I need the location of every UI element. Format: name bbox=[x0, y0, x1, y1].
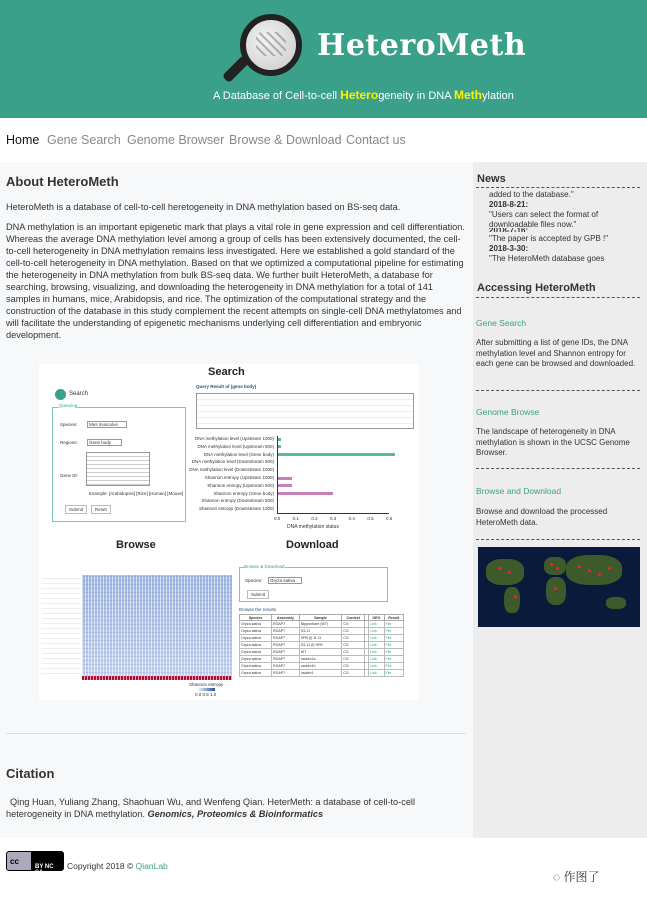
regions-label: Regions: bbox=[60, 440, 78, 445]
dl-table-cell[interactable]: Link bbox=[369, 635, 384, 642]
dl-table-cell: RGAP7 bbox=[271, 656, 299, 663]
dl-table-cell[interactable]: Link bbox=[369, 663, 384, 670]
bar-label: Shannon entropy (Upstream 1000) bbox=[204, 475, 274, 480]
nav-browse-download[interactable]: Browse & Download bbox=[229, 133, 342, 147]
citation-heading: Citation bbox=[6, 766, 55, 781]
copyright: Copyright 2018 © QianLab bbox=[67, 861, 168, 871]
bar-axis bbox=[277, 436, 389, 514]
browse-download-box-label: Browse & Download bbox=[244, 564, 285, 569]
bar-tick: 0.4 bbox=[348, 516, 355, 521]
dl-table-row bbox=[240, 656, 404, 663]
sidebar-browse-download-link[interactable]: Browse and Download bbox=[476, 486, 562, 496]
overview-figure bbox=[39, 364, 418, 700]
bar-tick: 0.3 bbox=[330, 516, 337, 521]
browse-heatmap bbox=[82, 575, 232, 677]
dl-table-cell: RGAP7 bbox=[271, 670, 299, 677]
dl-table-cell: CG bbox=[342, 663, 365, 670]
bar-label: DNA methylation level (Upstream 1000) bbox=[194, 436, 274, 441]
dl-table-cell[interactable]: File bbox=[384, 656, 403, 663]
dl-table-cell: RGAP7 bbox=[271, 621, 299, 628]
geneid-textarea[interactable] bbox=[86, 452, 150, 486]
dl-table-cell: Oryza sativa bbox=[240, 628, 272, 635]
figure-browse-title: Browse bbox=[116, 539, 156, 551]
dl-table-row bbox=[240, 663, 404, 670]
dl-table-cell: RGAP7 bbox=[271, 642, 299, 649]
dl-table-row bbox=[240, 628, 404, 635]
entropy-scale-ticks: 0.0 0.5 1.0 bbox=[195, 692, 217, 697]
dl-table-cell: WT bbox=[299, 649, 342, 656]
dl-table-cell: RGAP7 bbox=[271, 663, 299, 670]
example-text: Example: [Arabidopsis] [Rice] [Human] [Mouse] bbox=[89, 491, 184, 496]
logo-magnifier-icon bbox=[240, 14, 302, 76]
dl-table-header: Assembly bbox=[271, 615, 299, 621]
dl-table-cell[interactable]: File bbox=[384, 642, 403, 649]
dl-submit-button[interactable]: Submit bbox=[247, 590, 269, 599]
query-result-table bbox=[196, 393, 414, 429]
cc-license-badge[interactable]: cc BY NC SA bbox=[6, 851, 64, 871]
methylation-bar-chart bbox=[165, 436, 415, 526]
dl-table-row bbox=[240, 635, 404, 642]
bar-tick: 0.6 bbox=[386, 516, 393, 521]
bar-label: DNA methylation level (Gene body) bbox=[203, 451, 274, 457]
sidebar-browse-download-text: Browse and download the processed HeteroMeth data. bbox=[476, 507, 608, 527]
dl-table-cell: CG bbox=[342, 628, 365, 635]
figure-download-title: Download bbox=[286, 539, 339, 551]
dl-table-header: Species bbox=[240, 615, 272, 621]
dl-table-cell: CG bbox=[342, 656, 365, 663]
dl-table-cell: Oryza sativa bbox=[240, 635, 272, 642]
citation-text: Qing Huan, Yuliang Zhang, Shaohuan Wu, and Wenfeng Qian. HeterMeth: a database of cell-to-cell heterogeneity in DNA methylation. Genomics, Proteomics & Bioinformatics bbox=[6, 797, 416, 819]
world-map-image[interactable] bbox=[478, 547, 640, 627]
sidebar-gene-search-text: After submitting a list of gene IDs, the DNA methylation level and Shannon entropy for each gene can be browsed and downloaded. bbox=[476, 338, 636, 368]
dl-table-cell: RGAP7 bbox=[271, 649, 299, 656]
dl-table-cell[interactable]: File bbox=[384, 621, 403, 628]
nav-gene-search[interactable]: Gene Search bbox=[47, 133, 121, 147]
about-intro: HeteroMeth is a database of cell-to-cell heretogeneity in DNA methylation based on BS-seq data. bbox=[6, 202, 401, 212]
dl-table-header: GEO bbox=[369, 615, 384, 621]
dl-table-cell: CG bbox=[342, 621, 365, 628]
entropy-scale-bar bbox=[197, 688, 215, 691]
dl-table-cell[interactable]: File bbox=[384, 635, 403, 642]
dl-table-cell: Oryza sativa bbox=[240, 663, 272, 670]
nav-genome-browser[interactable]: Genome Browser bbox=[127, 133, 225, 147]
bar-axis-label: DNA methylation status bbox=[287, 524, 339, 530]
dl-table-cell: CG bbox=[342, 642, 365, 649]
bar-tick: 0.1 bbox=[292, 516, 299, 521]
dl-table-cell[interactable]: Link bbox=[369, 621, 384, 628]
sidebar-gene-search-link[interactable]: Gene Search bbox=[476, 318, 527, 328]
news-divider bbox=[476, 187, 640, 188]
site-tagline: A Database of Cell-to-cell Heterogeneity in DNA Methylation bbox=[213, 88, 514, 102]
shannon-entropy-label: Shannon entropy bbox=[189, 682, 224, 687]
dl-species-label: Species: bbox=[245, 578, 263, 583]
geneid-label: Gene ID: bbox=[60, 473, 79, 478]
nav-contact-us[interactable]: Contact us bbox=[346, 133, 406, 147]
dl-table-cell: S3-11 bbox=[299, 628, 342, 635]
dl-table-cell: S3-11 (f) HPE bbox=[299, 642, 342, 649]
bar-label: Shannon entropy (Downstream 500) bbox=[201, 498, 274, 504]
figure-search-label: Search bbox=[69, 391, 89, 397]
bar-label: Shannon entropy (Upstream 500) bbox=[207, 482, 274, 488]
site-title: HeteroMeth bbox=[317, 28, 527, 63]
querying-label: Querying bbox=[59, 403, 78, 408]
figure-reset-button[interactable]: Reset bbox=[91, 505, 111, 514]
nav-home[interactable]: Home bbox=[6, 133, 40, 147]
bar-label: DNA methylation level (Upstream 500) bbox=[197, 443, 274, 449]
dl-table-cell: SPB (f) 3r 11 bbox=[299, 635, 342, 642]
dl-table-cell[interactable]: Link bbox=[369, 642, 384, 649]
dl-table-cell: CG bbox=[342, 670, 365, 677]
dl-table-cell: Oryza sativa bbox=[240, 656, 272, 663]
site-footer bbox=[0, 838, 647, 904]
about-heading: About HeteroMeth bbox=[6, 174, 119, 189]
search-icon bbox=[55, 389, 66, 400]
qianlab-link[interactable]: QianLab bbox=[135, 861, 168, 871]
download-table bbox=[239, 614, 404, 677]
query-result-title: Query Result of (gene body) bbox=[196, 384, 257, 389]
figure-submit-button[interactable]: Submit bbox=[65, 505, 87, 514]
sidebar-divider-3 bbox=[476, 539, 640, 540]
sidebar-divider-1 bbox=[476, 390, 640, 391]
dl-table-row bbox=[240, 642, 404, 649]
dl-table-cell: RGAP7 bbox=[271, 635, 299, 642]
dl-table-cell: RGAP7 bbox=[271, 628, 299, 635]
dl-table-cell[interactable]: Link bbox=[369, 649, 384, 656]
bar-tick: 0.5 bbox=[367, 516, 374, 521]
site-header bbox=[0, 0, 647, 118]
dl-table-cell[interactable]: File bbox=[384, 628, 403, 635]
dl-table-header: Sample bbox=[299, 615, 342, 621]
dl-table-cell: Oryza sativa bbox=[240, 670, 272, 677]
heatmap-entropy-track bbox=[82, 676, 232, 680]
dl-table-cell: Nipponbare (WT) bbox=[299, 621, 342, 628]
regions-select[interactable]: Gene body bbox=[87, 439, 122, 446]
sidebar-divider-2 bbox=[476, 468, 640, 469]
sidebar-genome-browse-link[interactable]: Genome Browse bbox=[476, 407, 540, 417]
bar-label: DNA methylation level (Downstream 1000) bbox=[189, 467, 274, 473]
dl-table-cell[interactable]: File bbox=[384, 670, 403, 677]
dl-table-cell[interactable]: File bbox=[384, 663, 403, 670]
dl-table-cell: Oryza sativa bbox=[240, 642, 272, 649]
dl-table-cell[interactable]: Link bbox=[369, 656, 384, 663]
dl-table-cell[interactable]: File bbox=[384, 649, 403, 656]
watermark: ◌ 作图了 bbox=[553, 870, 600, 884]
dl-table-row bbox=[240, 649, 404, 656]
species-select[interactable]: Mus musculus bbox=[87, 421, 127, 428]
accessing-heading: Accessing HeteroMeth bbox=[477, 282, 596, 294]
bar-tick: 0.0 bbox=[274, 516, 281, 521]
dl-table-header: Context bbox=[342, 615, 365, 621]
dl-table-cell: CG bbox=[342, 649, 365, 656]
dl-table-row bbox=[240, 670, 404, 677]
citation-journal: Genomics, Proteomics & Bioinformatics bbox=[147, 809, 324, 819]
bar-label: Shannon entropy (Downstream 1000) bbox=[198, 506, 274, 512]
dl-species-select[interactable]: Oryza sativa bbox=[268, 577, 302, 584]
sidebar-genome-browse-text: The landscape of heterogeneity in DNA methylation is shown in the UCSC Genome Browser. bbox=[476, 427, 630, 457]
dl-table-cell[interactable]: Link bbox=[369, 628, 384, 635]
dl-table-cell: Oryza sativa bbox=[240, 649, 272, 656]
figure-search-title: Search bbox=[208, 366, 245, 378]
dl-table-cell: CG bbox=[342, 635, 365, 642]
main-nav bbox=[0, 118, 647, 162]
dl-table-cell: osddm1 bbox=[299, 670, 342, 677]
bar-tick: 0.2 bbox=[311, 516, 318, 521]
wechat-icon: ◌ bbox=[553, 870, 564, 884]
dl-table-cell[interactable]: Link bbox=[369, 670, 384, 677]
news-scroller[interactable]: added to the database." 2018-8-21: "Users can select the format of downloadable files now." "The paper is accepted by GPB !" 2018-3-30: "The HeteroMeth database goes bbox=[489, 190, 609, 263]
dl-table-header: Result bbox=[384, 615, 403, 621]
dl-table-cell: Oryza sativa bbox=[240, 621, 272, 628]
bar-label: DNA methylation level (Downstream 500) bbox=[191, 459, 274, 465]
dl-table-cell: osddm1b bbox=[299, 663, 342, 670]
about-description: DNA methylation is an important epigenetic mark that plays a vital role in gene expression and cell differentiation. Whereas the average DNA methylation level among a group of cells has been extensively documented, the cell-to-cell heterogeneity in DNA methylation remains less investigated. Here we established a gold standard of the cell-to-cell heterogeneity in DNA methylation. Based on that we optimized a computational pipeline for estimating the heterogeneity in DNA methylation from bulk BS-seq data. We further built HeteroMeth, a database for searching, browsing, visualizing, and downloading the heterogeneity in DNA methylation for a total of 141 samples in humans, mice, Arabidopsis, and rice. The optimization of the computational strategy and the construction of the database in this study complement the recent attempts on single-cell DNA methylatomes and will facilitate the understanding of epigenetic mechanisms underlying cell differentiation and embryonic development. bbox=[6, 222, 465, 340]
browse-results-label: Browse the results bbox=[239, 607, 277, 612]
dl-table-cell: osddm1a bbox=[299, 656, 342, 663]
news-heading: News bbox=[477, 173, 506, 185]
bar-label: Shannon entropy (Gene body) bbox=[213, 490, 274, 496]
species-label: Species: bbox=[60, 422, 78, 427]
accessing-divider bbox=[476, 297, 640, 298]
heatmap-row-labels bbox=[41, 574, 81, 678]
section-divider bbox=[6, 733, 466, 734]
dl-table-row bbox=[240, 621, 404, 628]
